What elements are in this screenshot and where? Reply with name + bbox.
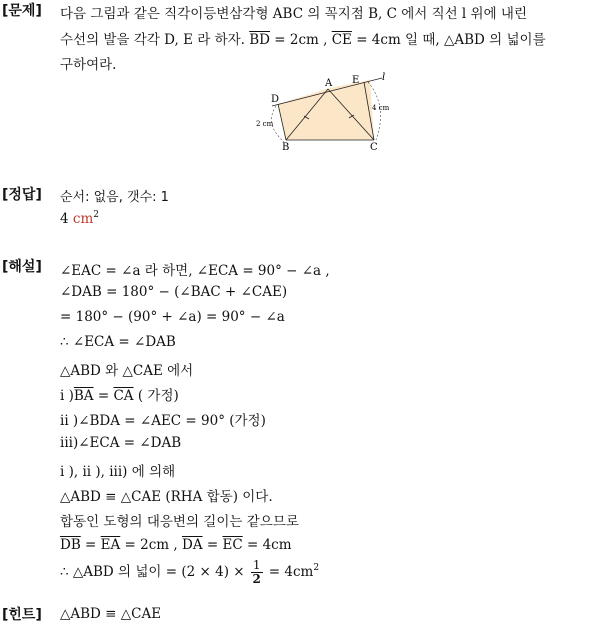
label-e: E [352,75,360,86]
solution-tag: [해설] [2,259,42,275]
solution-line-1: ∠EAC = ∠a 라 하면, ∠ECA = 90° − ∠a , [60,263,330,279]
answer-tag: [정답] [2,187,42,203]
solution-line-7: ii )∠BDA = ∠AEC = 90° (가정) [60,413,266,429]
solution-line-3: = 180° − (90° + ∠a) = 90° − ∠a [60,309,285,325]
label-a: A [325,78,333,89]
segment-bd: $\overline{BD}$ [249,32,270,48]
fraction-one-half: $\frac{1}{2}$ [252,558,261,586]
hint-line: △ABD ≡ △CAE [60,606,162,622]
label-2cm: 2 cm [256,120,274,128]
triangle-figure [250,72,400,152]
label-c: C [370,142,378,152]
label-d: D [271,94,280,105]
answer-line-1: 순서: 없음, 갯수: 1 [60,190,169,205]
problem-tag: [문제] [2,3,42,19]
problem-line-1: 다음 그림과 같은 직각이등변삼각형 ABC 의 꼭지점 B, C 에서 직선 l 위에 내린 [60,6,528,22]
solution-line-10: △ABD ≡ △CAE (RHA 합동) 이다. [60,489,273,505]
label-b: B [282,142,290,152]
solution-line-5: △ABD 와 △CAE 에서 [60,363,194,379]
problem-line-2: 수선의 발을 각각 D, E 라 하자. $\overline{BD} = 2cm$ , $\overline{CE} = 4cm$ 일 때, △ABD 의 넓이를 [60,32,546,48]
solution-line-11: 합동인 도형의 대응변의 길이는 같으므로 [60,514,299,530]
label-4cm: 4 cm [372,104,390,112]
solution-line-2: ∠DAB = 180° − (∠BAC + ∠CAE) [60,284,288,300]
problem-line-3: 구하여라. [60,57,117,73]
solution-line-12: $\overline{DB} = \overline{EA} = 2cm$ , $\overline{DA} = \overline{EC} = 4cm$ [60,537,292,553]
segment-ce: $\overline{CE}$ [331,32,352,48]
label-l: l [382,72,386,83]
solution-line-4: ∴ ∠ECA = ∠DAB [60,334,176,350]
figure-fill [278,80,374,140]
answer-unit: cm [72,211,94,227]
solution-line-8: iii)∠ECA = ∠DAB [60,435,182,451]
solution-line-6: i )$\overline{BA} = \overline{CA}$ ( 가정) [60,388,179,404]
answer-value: 4 $cm^2$ [60,210,99,227]
solution-line-9: i ), ii ), iii) 에 의해 [60,464,176,480]
solution-line-13: ∴ △ABD 의 넓이 = (2 × 4) × $\frac{1}{2}$ = $4cm^2$ [60,558,320,586]
hint-tag: [힌트] [2,607,42,623]
